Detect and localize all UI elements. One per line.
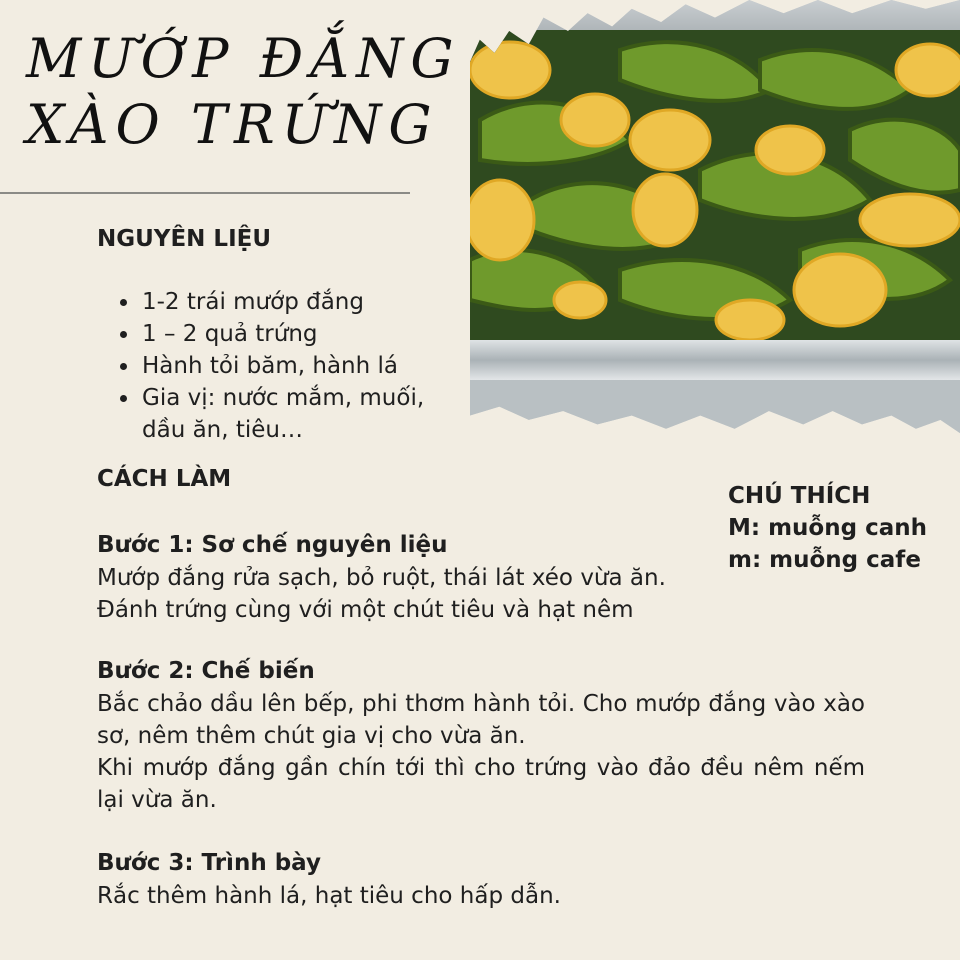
step-3-title: Bước 3: Trình bày [97, 850, 321, 876]
ingredient-item: • Hành tỏi băm, hành lá [140, 350, 470, 382]
title-line-1: MƯỚP ĐẮNG [26, 27, 461, 90]
step-3-text [97, 880, 865, 912]
dish-photo [470, 0, 960, 442]
note-line: m: muỗng cafe [728, 547, 921, 573]
recipe-title [26, 26, 461, 158]
ingredient-item: • 1 – 2 quả trứng [140, 318, 470, 350]
step-2-line: Khi mướp đắng gần chín tới thì cho trứng vào đảo đều nêm nếm lại vừa ăn. [97, 755, 865, 813]
title-divider [0, 192, 410, 194]
step-2-text [97, 688, 865, 816]
ingredient-item: • Gia vị: nước mắm, muối, dầu ăn, tiêu… [140, 382, 470, 446]
ingredients-list [114, 286, 470, 446]
ingredients-heading: NGUYÊN LIỆU [97, 226, 272, 252]
title-line-2: XÀO TRỨNG [26, 93, 439, 156]
step-1-line: Đánh trứng cùng với một chút tiêu và hạt nêm [97, 597, 634, 623]
method-heading: CÁCH LÀM [97, 466, 232, 492]
step-2-title: Bước 2: Chế biến [97, 658, 315, 684]
step-2-line: Bắc chảo dầu lên bếp, phi thơm hành tỏi. Cho mướp đắng vào xào sơ, nêm thêm chút gia vị cho vừa ăn. [97, 691, 865, 749]
note-heading: CHÚ THÍCH [728, 483, 871, 509]
step-1-title: Bước 1: Sơ chế nguyên liệu [97, 532, 448, 558]
step-1-line: Mướp đắng rửa sạch, bỏ ruột, thái lát xéo vừa ăn. [97, 565, 666, 591]
ingredient-item: • 1-2 trái mướp đắng [140, 286, 470, 318]
step-3-line: Rắc thêm hành lá, hạt tiêu cho hấp dẫn. [97, 883, 561, 909]
note-box [728, 480, 927, 576]
note-line: M: muỗng canh [728, 515, 927, 541]
